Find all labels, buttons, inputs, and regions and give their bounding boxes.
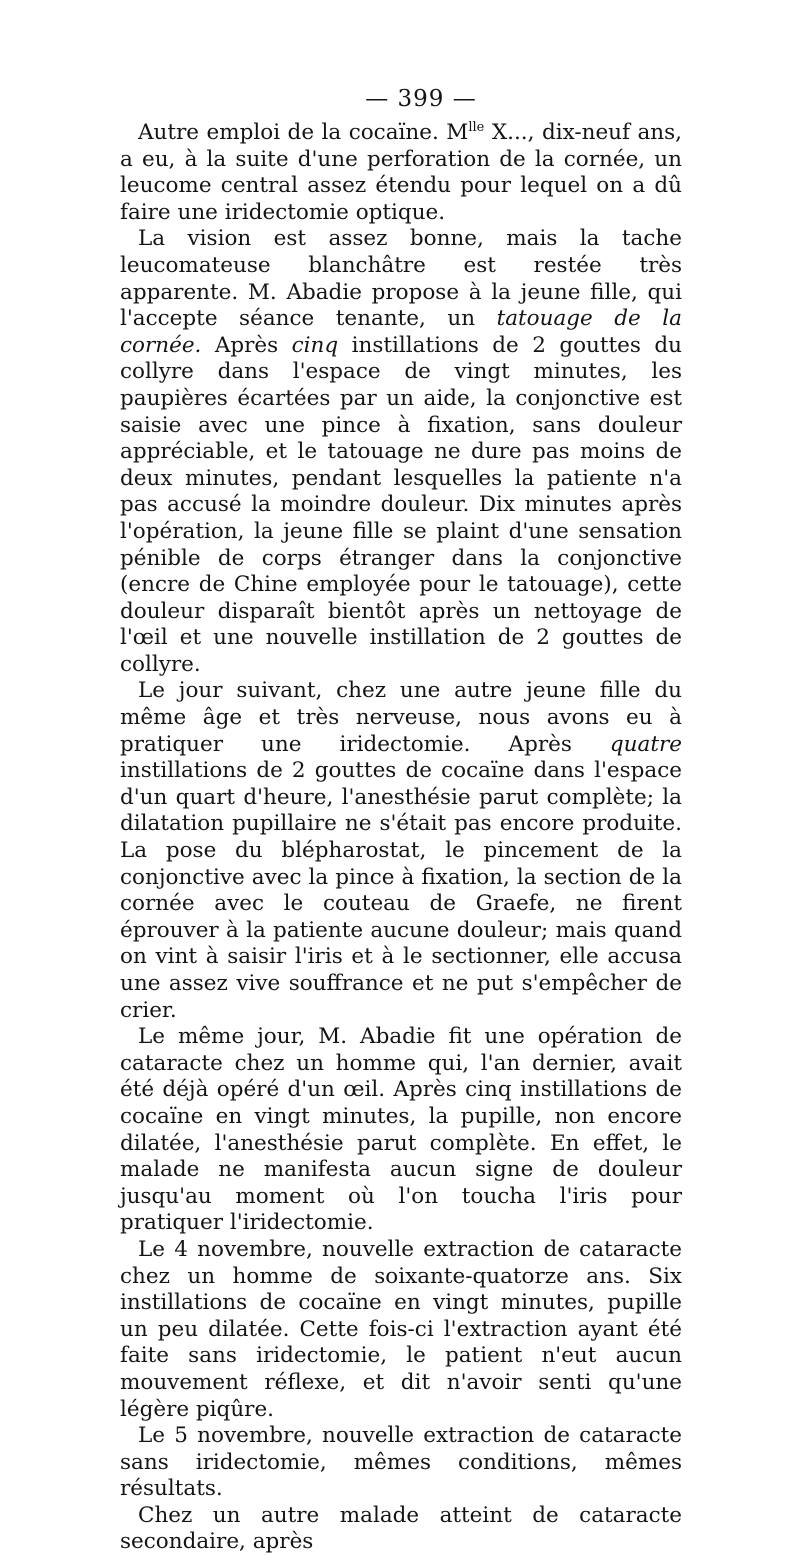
text-segment: Chez un autre malade atteint de cataracte secondaire, après — [120, 1502, 682, 1555]
text-segment: Autre emploi de la cocaïne. M — [138, 120, 469, 145]
italic-text: tatouage de la cornée. — [120, 306, 682, 358]
paragraph — [120, 226, 682, 678]
text-segment: instillations de 2 gouttes de cocaïne dans l'espace d'un quart d'heure, l'anesthésie parut complète; la dilatation pupillaire ne s'était pas encore produite. La pose du blépharostat, le pincement de la conjonctive avec la pince à fixation, la section de la cornée avec le couteau de Graefe, ne firent éprouver à la patiente aucune douleur; mais quand on vint à saisir l'iris et à le sectionner, elle accusa une assez vive souffrance et ne put s'empêcher de crier. — [120, 758, 682, 1023]
text-segment: Après — [201, 332, 292, 358]
text-segment: instillations de 2 gouttes du collyre dans l'espace de vingt minutes, les paupières écartées par un aide, la conjonctive est saisie avec une pince à fixation, sans douleur appréciable, et le tatouage ne dure pas moins de deux minutes, pendant lesquelles la patiente n'a pas accusé la moindre douleur. Dix minutes après l'opération, la jeune fille se plaint d'une sensation pénible de corps étranger dans la conjonctive (encre de Chine employée pour le tatouage), cette douleur disparaît bientôt après un nettoyage de l'œil et une nouvelle instillation de 2 gouttes de collyre. — [120, 332, 682, 677]
paragraph — [120, 1503, 682, 1556]
text-segment: Le 5 novembre, nouvelle extraction de cataracte sans iridectomie, mêmes conditions, mêmes résultats. — [120, 1423, 682, 1502]
text-segment: La vision est assez bonne, mais la tache leucomateuse blanchâtre est restée très apparente. M. Abadie propose à la jeune fille, qui l'accepte séance tenante, un — [120, 226, 682, 332]
page-number: — 399 — — [365, 86, 477, 112]
paragraph — [120, 1024, 682, 1237]
paragraph — [120, 120, 682, 226]
italic-text: quatre — [609, 731, 682, 757]
superscript-text: lle — [468, 119, 485, 135]
book-page — [120, 84, 682, 1556]
text-segment: Le jour suivant, chez une autre jeune fille du même âge et très nerveuse, nous avons eu à pratiquer une iridectomie. Après — [120, 678, 682, 757]
text-segment: Le même jour, M. Abadie fit une opération de cataracte chez un homme qui, l'an dernier, avait été déjà opéré d'un œil. Après cinq instillations de cocaïne en vingt minutes, la pupille, non encore dilatée, l'anesthésie parut complète. En effet, le malade ne manifesta aucun signe de douleur jusqu'au moment où l'on toucha l'iris pour pratiquer l'iridectomie. — [120, 1024, 682, 1236]
body-text — [120, 120, 682, 1556]
text-segment: Le 4 novembre, nouvelle extraction de cataracte chez un homme de soixante-quatorze ans. Six instillations de cocaïne en vingt minutes, pupille un peu dilatée. Cette fois-ci l'extraction ayant été faite sans iridectomie, le patient n'eut aucun mouvement réflexe, et dit n'avoir senti qu'une légère piqûre. — [120, 1236, 682, 1422]
text-segment: X..., dix-neuf ans, a eu, à la suite d'une perforation de la cornée, un leucome central assez étendu pour lequel on a dû faire une iridectomie optique. — [120, 120, 682, 225]
paragraph — [120, 1423, 682, 1503]
paragraph — [120, 678, 682, 1024]
paragraph — [120, 1237, 682, 1423]
italic-text: cinq — [291, 332, 339, 358]
